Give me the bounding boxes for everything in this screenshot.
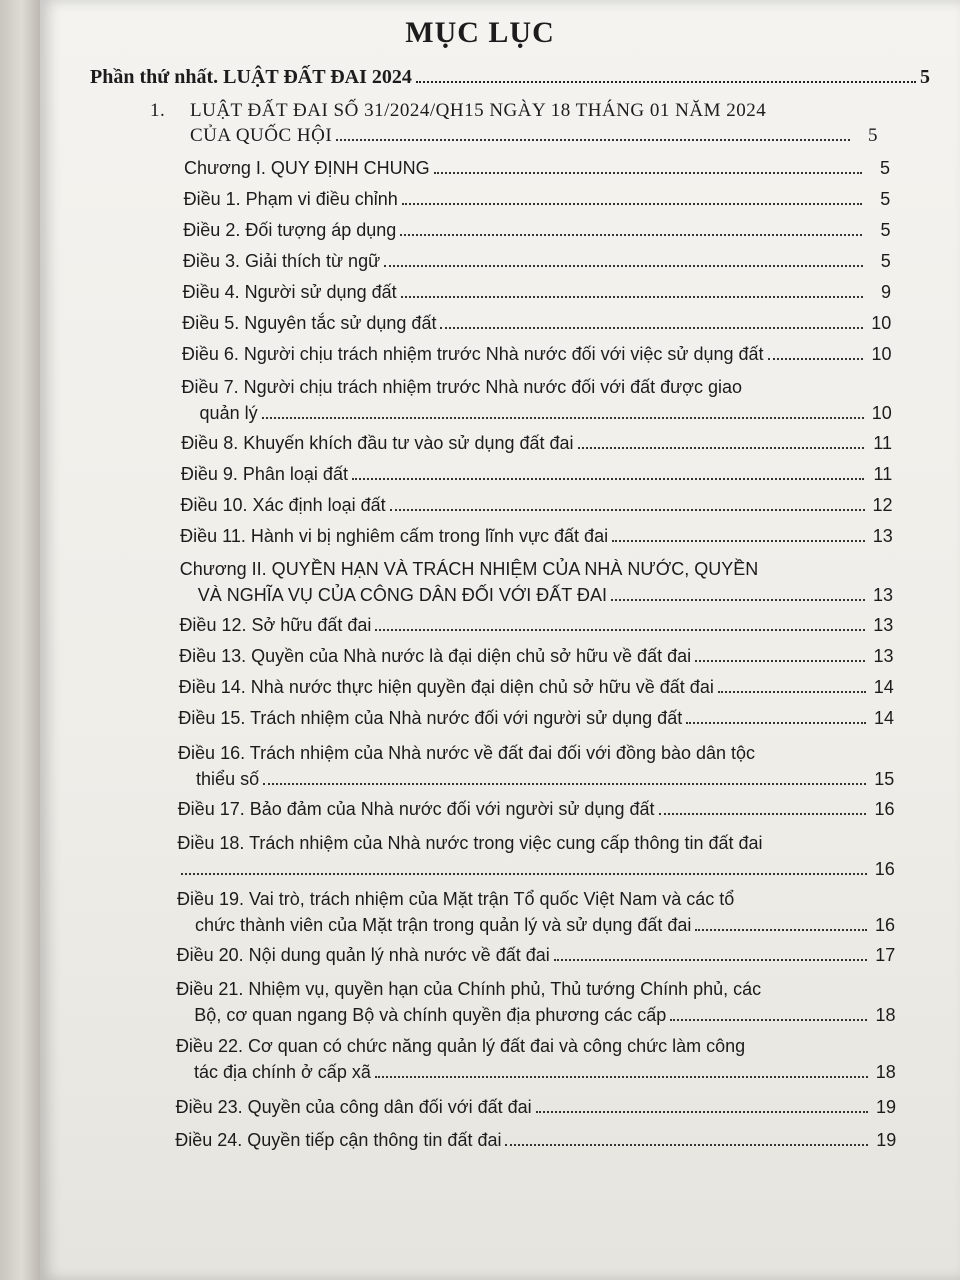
toc-entry[interactable]	[180, 523, 893, 549]
toc-entry-page: 11	[873, 433, 892, 453]
toc-entry-title-cont: chức thành viên của Mặt trận trong quản lý và sử dụng đất đai	[195, 915, 692, 935]
leader-dots	[181, 873, 866, 875]
toc-entry[interactable]	[176, 1033, 896, 1085]
toc-entry-page: 18	[875, 1062, 896, 1082]
toc-entry-title: Điều 3. Giải thích từ ngữ	[182, 251, 381, 271]
part-label: Phần thứ nhất. LUẬT ĐẤT ĐAI 2024	[90, 66, 412, 88]
toc-entry[interactable]	[179, 674, 894, 700]
toc-entry-page: 9	[880, 282, 891, 302]
leader-dots	[434, 172, 862, 174]
toc-entry-page: 13	[873, 646, 894, 666]
previous-page-edge	[0, 0, 40, 1280]
leader-dots	[384, 265, 863, 267]
leader-dots	[375, 629, 865, 631]
toc-entry-page: 11	[873, 464, 893, 484]
leader-dots	[352, 478, 864, 480]
toc-entry-page: 13	[872, 526, 893, 546]
toc-entry-page: 10	[871, 403, 892, 423]
section-title-line2: CỦA QUỐC HỘI	[190, 125, 333, 146]
toc-entry-title: Điều 15. Trách nhiệm của Nhà nước đối với người sử dụng đất	[178, 708, 683, 728]
toc-entry-title: Điều 18. Trách nhiệm của Nhà nước trong việc cung cấp thông tin đất đai	[177, 833, 763, 853]
toc-entry[interactable]	[177, 886, 895, 938]
toc-entry-page: 16	[874, 859, 895, 879]
toc-entry-title: Chương I. QUY ĐỊNH CHUNG	[184, 158, 430, 178]
toc-entry-title: Điều 20. Nội dung quản lý nhà nước về đất đai	[176, 945, 550, 965]
toc-entry[interactable]	[178, 740, 894, 792]
toc-entry-title: Điều 4. Người sử dụng đất	[182, 282, 397, 302]
leader-dots	[401, 296, 863, 298]
leader-dots	[659, 813, 867, 815]
part-page: 5	[920, 66, 930, 88]
leader-dots	[578, 447, 864, 449]
leader-dots	[612, 540, 865, 542]
leader-dots	[505, 1144, 868, 1146]
leader-dots	[768, 358, 864, 360]
leader-dots	[718, 691, 866, 693]
leader-dots	[554, 959, 867, 961]
leader-dots	[375, 1076, 868, 1078]
toc-entry[interactable]	[183, 279, 891, 305]
leader-dots	[440, 327, 863, 329]
toc-entry-page: 17	[875, 945, 896, 965]
toc-entry[interactable]	[184, 155, 890, 181]
toc-entry-page: 10	[871, 313, 892, 333]
toc-entry-title-cont: Bộ, cơ quan ngang Bộ và chính quyền địa phương các cấp	[194, 1005, 667, 1025]
toc-entry[interactable]	[177, 830, 894, 882]
toc-entry-title: Điều 24. Quyền tiếp cận thông tin đất đai	[175, 1130, 502, 1150]
leader-dots	[686, 722, 866, 724]
toc-entry[interactable]	[179, 612, 893, 638]
toc-entry-page: 13	[873, 615, 894, 635]
toc-entry-title: Điều 13. Quyền của Nhà nước là đại diện chủ sở hữu về đất đai	[179, 646, 692, 666]
toc-entry-page: 5	[879, 158, 890, 178]
toc-entry[interactable]	[180, 556, 893, 608]
toc-entry[interactable]	[182, 374, 892, 426]
toc-entry-page: 19	[875, 1097, 896, 1117]
toc-entry-page: 10	[871, 344, 892, 364]
toc-entry[interactable]	[181, 461, 892, 487]
toc-entry[interactable]	[183, 217, 890, 243]
toc-entry[interactable]	[176, 1094, 896, 1120]
toc-entry[interactable]	[181, 430, 892, 456]
toc-entry-page: 14	[873, 677, 894, 697]
toc-entry-page: 16	[874, 799, 895, 819]
toc-entry-page: 18	[875, 1005, 896, 1025]
leader-dots	[400, 234, 862, 236]
toc-entry-title: Điều 19. Vai trò, trách nhiệm của Mặt trận Tổ quốc Việt Nam và các tổ	[177, 889, 735, 909]
toc-entry-title: Điều 7. Người chịu trách nhiệm trước Nhà nước đối với đất được giao	[181, 377, 742, 397]
leader-dots	[390, 509, 865, 511]
toc-entry-title: Điều 9. Phân loại đất	[180, 464, 348, 484]
toc-entry-title: Chương II. QUYỀN HẠN VÀ TRÁCH NHIỆM CỦA NHÀ NƯỚC, QUYỀN	[179, 559, 759, 579]
toc-entry-title: Điều 8. Khuyến khích đầu tư vào sử dụng đất đai	[181, 433, 574, 453]
toc-entry-page: 5	[880, 251, 891, 271]
toc-section[interactable]	[150, 98, 878, 148]
part-heading[interactable]	[90, 66, 930, 89]
toc-entry[interactable]	[178, 705, 894, 731]
toc-entry[interactable]	[178, 796, 895, 822]
toc-entry-title: Điều 17. Bảo đảm của Nhà nước đối với người sử dụng đất	[177, 799, 655, 819]
toc-entry-title-cont: quản lý	[199, 403, 258, 423]
toc-entry-page: 13	[872, 585, 893, 605]
toc-entry-title: Điều 16. Trách nhiệm của Nhà nước về đất đai đối với đồng bào dân tộc	[178, 743, 756, 763]
toc-entry-title: Điều 14. Nhà nước thực hiện quyền đại diện chủ sở hữu về đất đai	[178, 677, 714, 697]
leader-dots	[536, 1111, 868, 1113]
section-title-line1: LUẬT ĐẤT ĐAI SỐ 31/2024/QH15 NGÀY 18 THÁNG 01 NĂM 2024	[190, 100, 767, 121]
section-number: 1.	[150, 100, 166, 121]
toc-entry-title: Điều 6. Người chịu trách nhiệm trước Nhà nước đối với việc sử dụng đất	[181, 344, 764, 364]
toc-entry-title-cont: VÀ NGHĨA VỤ CỦA CÔNG DÂN ĐỐI VỚI ĐẤT ĐAI	[197, 585, 607, 605]
toc-entry[interactable]	[175, 1127, 896, 1153]
toc-entry-page: 12	[872, 495, 893, 515]
toc-entry-page: 5	[880, 189, 891, 209]
toc-entry[interactable]	[176, 976, 895, 1028]
page-title: MỤC LỤC	[405, 16, 555, 49]
leader-dots	[262, 417, 864, 419]
toc-entry-title: Điều 23. Quyền của công dân đối với đất đai	[175, 1097, 532, 1117]
toc-entry[interactable]	[182, 310, 891, 336]
leader-dots	[695, 929, 867, 931]
toc-entry-page: 16	[874, 915, 895, 935]
leader-dots	[336, 139, 850, 141]
leader-dots	[695, 660, 865, 662]
toc-entry-title: Điều 10. Xác định loại đất	[180, 495, 386, 515]
toc-entry[interactable]	[183, 248, 891, 274]
leader-dots	[611, 599, 865, 601]
toc-entry[interactable]	[182, 341, 892, 367]
leader-dots	[416, 81, 916, 83]
toc-entry-title: Điều 2. Đối tượng áp dụng	[183, 220, 397, 240]
toc-entry-title: Điều 1. Phạm vi điều chỉnh	[183, 189, 398, 209]
toc-entry[interactable]	[179, 643, 893, 669]
toc-entry-title: Điều 21. Nhiệm vụ, quyền hạn của Chính phủ, Thủ tướng Chính phủ, các	[176, 979, 762, 999]
toc-entry-page: 19	[876, 1130, 897, 1150]
toc-entry[interactable]	[181, 492, 893, 518]
leader-dots	[263, 783, 866, 785]
toc-entry[interactable]	[184, 186, 891, 212]
toc-entry-title-cont: tác địa chính ở cấp xã	[193, 1062, 371, 1082]
toc-entry-title: Điều 11. Hành vi bị nghiêm cấm trong lĩnh vực đất đai	[180, 526, 609, 546]
toc-entry-page: 5	[880, 220, 891, 240]
section-page: 5	[868, 125, 878, 146]
leader-dots	[402, 203, 862, 205]
toc-page	[40, 0, 960, 1280]
leader-dots	[670, 1019, 867, 1021]
toc-entry-page: 15	[874, 769, 895, 789]
toc-entry-title: Điều 22. Cơ quan có chức năng quản lý đất đai và công chức làm công	[175, 1036, 746, 1056]
toc-entry-title-cont: thiểu số	[196, 769, 260, 789]
toc-entry-title: Điều 5. Nguyên tắc sử dụng đất	[182, 313, 437, 333]
toc-entry-title: Điều 12. Sở hữu đất đai	[179, 615, 372, 635]
toc-entry-page: 14	[873, 708, 894, 728]
toc-entry[interactable]	[177, 942, 896, 968]
